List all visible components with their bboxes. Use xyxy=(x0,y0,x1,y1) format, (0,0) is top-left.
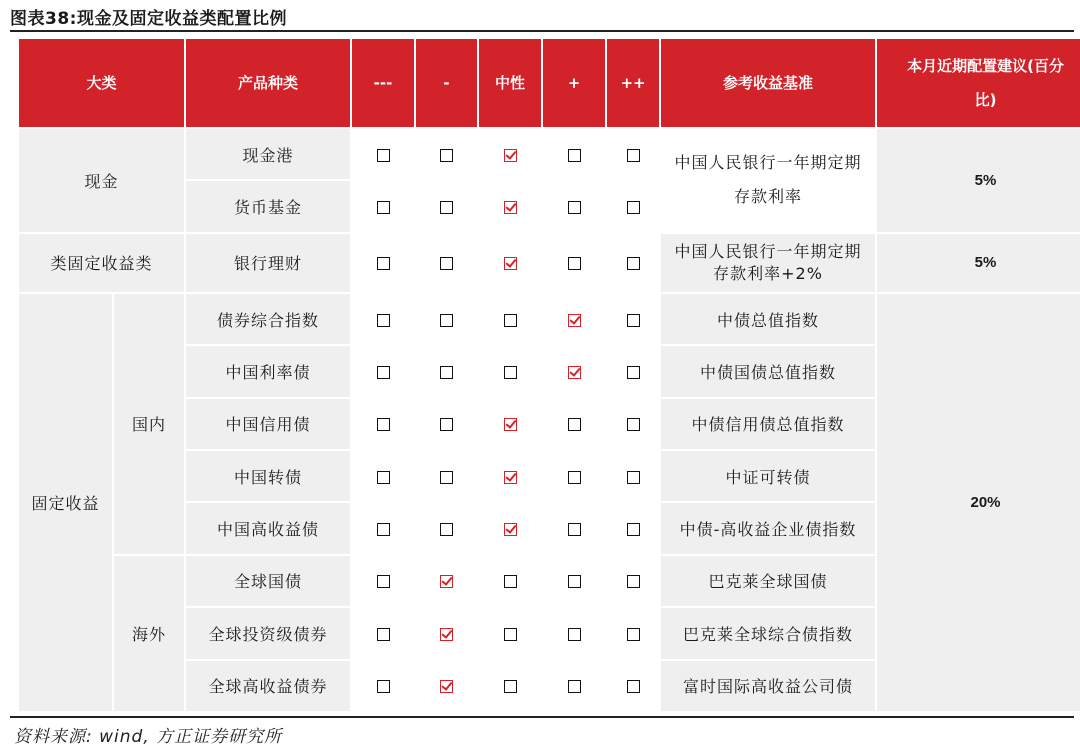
checkbox-cell xyxy=(543,346,605,396)
checkbox-cell xyxy=(479,503,541,553)
allocation-fixed: 20% xyxy=(877,294,1080,711)
checked-box-icon xyxy=(504,471,517,484)
group-cash-label: 现金 xyxy=(19,129,184,232)
checkbox-cell xyxy=(479,181,541,231)
checkbox-cell xyxy=(479,129,541,179)
checkbox-cell xyxy=(416,346,477,396)
product-cell: 现金港 xyxy=(186,129,350,179)
allocation-cash: 5% xyxy=(877,129,1080,232)
checkbox-icon xyxy=(627,680,640,693)
checkbox-cell xyxy=(352,556,414,606)
checkbox-icon xyxy=(504,314,517,327)
checkbox-cell xyxy=(479,661,541,712)
checkbox-icon xyxy=(627,149,640,162)
checked-box-icon xyxy=(440,628,453,641)
group-quasi-fixed-label: 类固定收益类 xyxy=(19,234,184,292)
benchmark-cell: 中证可转债 xyxy=(661,451,875,501)
benchmark-cell: 巴克莱全球国债 xyxy=(661,556,875,606)
product-cell: 中国高收益债 xyxy=(186,503,350,553)
checkbox-icon xyxy=(504,575,517,588)
checked-box-icon xyxy=(440,575,453,588)
header-level-0: --- xyxy=(352,39,414,127)
benchmark-cell: 巴克莱全球综合债指数 xyxy=(661,608,875,658)
checkbox-icon xyxy=(377,471,390,484)
checkbox-cell xyxy=(479,399,541,449)
checkbox-icon xyxy=(627,523,640,536)
checkbox-cell xyxy=(607,346,659,396)
top-rule xyxy=(10,30,1074,32)
checkbox-cell xyxy=(543,556,605,606)
benchmark-cell: 中债国债总值指数 xyxy=(661,346,875,396)
checkbox-cell xyxy=(352,294,414,344)
checked-box-icon xyxy=(504,201,517,214)
checkbox-cell xyxy=(479,556,541,606)
checkbox-icon xyxy=(377,314,390,327)
checked-box-icon xyxy=(504,257,517,270)
benchmark-cell: 中债-高收益企业债指数 xyxy=(661,503,875,553)
checkbox-cell xyxy=(416,234,477,292)
checkbox-cell xyxy=(543,294,605,344)
checkbox-icon xyxy=(627,201,640,214)
benchmark-cell: 富时国际高收益公司债 xyxy=(661,661,875,712)
checkbox-icon xyxy=(440,471,453,484)
source-note: 资料来源: wind, 方正证券研究所 xyxy=(14,727,283,747)
checkbox-cell xyxy=(543,234,605,292)
checkbox-cell xyxy=(416,503,477,553)
checkbox-cell xyxy=(352,608,414,658)
product-cell: 银行理财 xyxy=(186,234,350,292)
checkbox-cell xyxy=(543,503,605,553)
product-cell: 货币基金 xyxy=(186,181,350,231)
header-level-4: ++ xyxy=(607,39,659,127)
checkbox-cell xyxy=(607,503,659,553)
checkbox-icon xyxy=(440,418,453,431)
product-cell: 全球高收益债券 xyxy=(186,661,350,712)
header-level-2: 中性 xyxy=(479,39,541,127)
checked-box-icon xyxy=(504,523,517,536)
checkbox-icon xyxy=(377,575,390,588)
checkbox-icon xyxy=(440,257,453,270)
header-product: 产品种类 xyxy=(186,39,350,127)
figure-title: 图表38:现金及固定收益类配置比例 xyxy=(10,9,287,29)
product-cell: 中国利率债 xyxy=(186,346,350,396)
checkbox-icon xyxy=(377,201,390,214)
benchmark-cell: 中债信用债总值指数 xyxy=(661,399,875,449)
checkbox-icon xyxy=(627,314,640,327)
allocation-table xyxy=(17,37,1080,713)
product-cell: 债券综合指数 xyxy=(186,294,350,344)
product-cell: 全球国债 xyxy=(186,556,350,606)
checkbox-cell xyxy=(416,661,477,712)
bottom-rule xyxy=(10,716,1074,718)
checkbox-cell xyxy=(543,181,605,231)
checkbox-icon xyxy=(377,257,390,270)
product-cell: 全球投资级债券 xyxy=(186,608,350,658)
checked-box-icon xyxy=(568,314,581,327)
header-level-3: + xyxy=(543,39,605,127)
subgroup-domestic: 国内 xyxy=(114,294,184,554)
checkbox-icon xyxy=(504,628,517,641)
checkbox-icon xyxy=(377,149,390,162)
checkbox-icon xyxy=(377,523,390,536)
checkbox-icon xyxy=(377,366,390,379)
checkbox-icon xyxy=(627,575,640,588)
benchmark-cell: 中债总值指数 xyxy=(661,294,875,344)
checkbox-cell xyxy=(416,451,477,501)
checkbox-icon xyxy=(627,257,640,270)
header-row xyxy=(19,39,1080,127)
checkbox-icon xyxy=(440,149,453,162)
checkbox-cell xyxy=(352,399,414,449)
checked-box-icon xyxy=(568,366,581,379)
checkbox-icon xyxy=(568,575,581,588)
checkbox-cell xyxy=(479,608,541,658)
checkbox-cell xyxy=(416,608,477,658)
checkbox-cell xyxy=(416,181,477,231)
checkbox-cell xyxy=(352,129,414,179)
product-cell: 中国信用债 xyxy=(186,399,350,449)
header-level-1: - xyxy=(416,39,477,127)
checkbox-icon xyxy=(440,201,453,214)
checkbox-cell xyxy=(352,503,414,553)
checkbox-icon xyxy=(627,418,640,431)
subgroup-overseas: 海外 xyxy=(114,556,184,711)
checkbox-icon xyxy=(568,628,581,641)
checkbox-icon xyxy=(440,366,453,379)
benchmark-cash: 中国人民银行一年期定期存款利率 xyxy=(661,129,875,232)
checkbox-cell xyxy=(416,129,477,179)
checkbox-icon xyxy=(568,680,581,693)
checkbox-cell xyxy=(352,346,414,396)
checkbox-icon xyxy=(504,680,517,693)
header-category: 大类 xyxy=(19,39,184,127)
checkbox-cell xyxy=(543,399,605,449)
checkbox-cell xyxy=(416,399,477,449)
checkbox-icon xyxy=(440,314,453,327)
checked-box-icon xyxy=(440,680,453,693)
checkbox-cell xyxy=(607,399,659,449)
group-fixed-label: 固定收益 xyxy=(19,294,112,711)
checkbox-icon xyxy=(377,628,390,641)
checkbox-icon xyxy=(568,418,581,431)
checkbox-icon xyxy=(440,523,453,536)
checkbox-icon xyxy=(627,471,640,484)
checkbox-cell xyxy=(607,294,659,344)
checkbox-icon xyxy=(568,257,581,270)
checkbox-cell xyxy=(607,234,659,292)
checkbox-cell xyxy=(352,451,414,501)
checkbox-icon xyxy=(377,418,390,431)
checked-box-icon xyxy=(504,149,517,162)
checkbox-cell xyxy=(607,451,659,501)
checkbox-cell xyxy=(607,608,659,658)
checkbox-cell xyxy=(543,129,605,179)
checkbox-icon xyxy=(568,149,581,162)
header-allocation: 本月近期配置建议(百分比) xyxy=(877,39,1080,127)
checkbox-cell xyxy=(352,181,414,231)
checkbox-cell xyxy=(479,346,541,396)
checkbox-cell xyxy=(479,451,541,501)
checkbox-icon xyxy=(627,366,640,379)
checkbox-cell xyxy=(543,608,605,658)
checkbox-cell xyxy=(479,294,541,344)
checkbox-icon xyxy=(568,523,581,536)
benchmark-quasi-fixed: 中国人民银行一年期定期存款利率+2% xyxy=(661,234,875,292)
checkbox-cell xyxy=(607,129,659,179)
checkbox-icon xyxy=(568,471,581,484)
product-cell: 中国转债 xyxy=(186,451,350,501)
checked-box-icon xyxy=(504,418,517,431)
checkbox-cell xyxy=(352,234,414,292)
checkbox-cell xyxy=(607,181,659,231)
header-benchmark: 参考收益基准 xyxy=(661,39,875,127)
checkbox-cell xyxy=(607,556,659,606)
checkbox-icon xyxy=(627,628,640,641)
checkbox-icon xyxy=(377,680,390,693)
checkbox-cell xyxy=(416,556,477,606)
checkbox-cell xyxy=(543,451,605,501)
allocation-quasi-fixed: 5% xyxy=(877,234,1080,292)
checkbox-cell xyxy=(479,234,541,292)
checkbox-cell xyxy=(543,661,605,712)
checkbox-cell xyxy=(416,294,477,344)
checkbox-icon xyxy=(504,366,517,379)
checkbox-cell xyxy=(607,661,659,712)
checkbox-icon xyxy=(568,201,581,214)
checkbox-cell xyxy=(352,661,414,712)
